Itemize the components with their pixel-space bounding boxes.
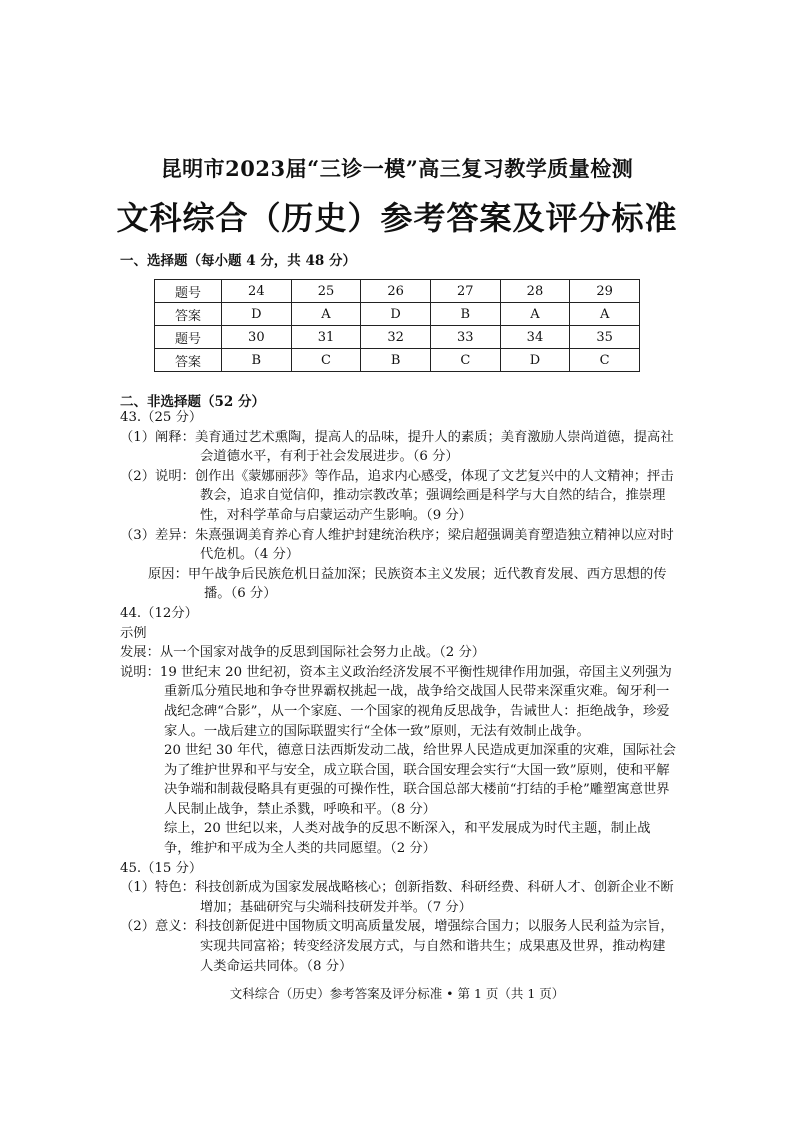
answer-table-cell: 32 [361, 326, 431, 349]
answer-table-cell: B [222, 349, 292, 372]
q45-part1: （1）特色：科技创新成为国家发展战略核心；创新指数、科研经费、科研人才、创新企业不断增加；基础研究与尖端科技研发并举。（7 分） [120, 880, 674, 915]
answer-table-row-label: 题号 [155, 326, 222, 349]
q43-part2: （2）说明：创作出《蒙娜丽莎》等作品，追求内心感受，体现了文艺复兴中的人文精神；抨击教会，追求自觉信仰，推动宗教改革；强调绘画是科学与大自然的结合，推崇理性，对科学革命与启蒙运动产生影响。（9 分） [120, 468, 674, 523]
answer-table-cell: 30 [222, 326, 292, 349]
answer-table-cell: D [500, 349, 570, 372]
q44-title: 44.（12分） [120, 605, 198, 621]
answer-table-cell: C [291, 349, 361, 372]
answer-table-cell: 27 [430, 280, 500, 303]
section2-heading: 二、非选择题（52 分） [120, 394, 265, 410]
answer-table-cell: 28 [500, 280, 570, 303]
answer-table-cell: 29 [570, 280, 640, 303]
q43-part1: （1）阐释：美育通过艺术熏陶，提高人的品味，提升人的素质；美育激励人崇尚道德，提高社会道德水平，有利于社会发展进步。（6 分） [120, 429, 674, 465]
answer-table-row-label: 答案 [155, 349, 222, 372]
q43-part3-reason: 原因：甲午战争后民族危机日益加深；民族资本主义发展；近代教育发展、西方思想的传播。（6 分） [148, 566, 667, 602]
answer-table-cell: B [430, 303, 500, 326]
answer-table-cell: 25 [291, 280, 361, 303]
answer-key-title: 文科综合（历史）参考答案及评分标准 [116, 199, 678, 237]
answer-table-cell: 31 [291, 326, 361, 349]
answer-table-row [155, 349, 640, 372]
answer-table-cell: C [570, 349, 640, 372]
exam-title: 昆明市2023届“三诊一模”高三复习教学质量检测 [160, 156, 634, 181]
answer-table-cell: 33 [430, 326, 500, 349]
answer-table-cell: 26 [361, 280, 431, 303]
q44-explanation: 说明：19 世纪末 20 世纪初，资本主义政治经济发展不平衡性规律作用加强，帝国主义列强为重新瓜分殖民地和争夺世界霸权挑起一战，战争给交战国人民带来深重灾难。匈牙利一战纪念碑“合影”，从一个家庭、一个国家的视角反思战争，告诫世人：拒绝战争，珍爱家人。一战后建立的国际联盟实行“全体一致”原则，无法有效制止战争。 [120, 664, 672, 739]
answer-table-cell: 34 [500, 326, 570, 349]
answer-table-cell: D [361, 303, 431, 326]
answer-table-row [155, 280, 640, 303]
q43-part3: （3）差异：朱熹强调美育养心育人维护封建统治秩序；梁启超强调美育塑造独立精神以应对时代危机。（4 分） [120, 527, 674, 563]
q45-title: 45.（15 分） [120, 860, 203, 876]
answer-table-cell: 24 [222, 280, 292, 303]
answer-table-cell: B [361, 349, 431, 372]
page-footer: 文科综合（历史）参考答案及评分标准 • 第 1 页（共 1 页） [229, 986, 565, 1001]
q43-title: 43.（25 分） [120, 410, 203, 425]
answer-table-cell: A [570, 303, 640, 326]
answer-table-row [155, 303, 640, 326]
section1-heading: 一、选择题（每小题 4 分，共 48 分） [120, 253, 356, 269]
answer-table-cell: 35 [570, 326, 640, 349]
answer-table-cell: A [500, 303, 570, 326]
answer-table-row [155, 326, 640, 349]
q44-explanation-2: 20 世纪 30 年代，德意日法西斯发动二战，给世界人民造成更加深重的灾难，国际社会为了维护世界和平与安全，成立联合国，联合国安理会实行“大国一致”原则，使和平解决争端和制裁侵略具有更强的可操作性，联合国总部大楼前“打结的手枪”雕塑寓意世界人民制止战争，禁止杀戮，呼唤和平。（8 分） [164, 743, 676, 817]
q45-part2: （2）意义：科技创新促进中国物质文明高质量发展，增强综合国力；以服务人民利益为宗旨，实现共同富裕；转变经济发展方式，与自然和谐共生；成果惠及世界，推动构建人类命运共同体。（8 分） [120, 919, 674, 974]
q44-conclusion: 综上，20 世纪以来，人类对战争的反思不断深入，和平发展成为时代主题，制止战争，维护和平成为全人类的共同愿望。（2 分） [164, 821, 651, 857]
q44-example-label: 示例 [120, 625, 147, 641]
answer-table-row-label: 题号 [155, 280, 222, 303]
nonchoice-answers [120, 408, 676, 976]
answer-table-cell: D [222, 303, 292, 326]
answer-table-row-label: 答案 [155, 303, 222, 326]
answer-table [154, 279, 640, 372]
q44-development: 发展：从一个国家对战争的反思到国际社会努力止战。（2 分） [120, 645, 486, 661]
answer-table-cell: A [291, 303, 361, 326]
answer-table-cell: C [430, 349, 500, 372]
